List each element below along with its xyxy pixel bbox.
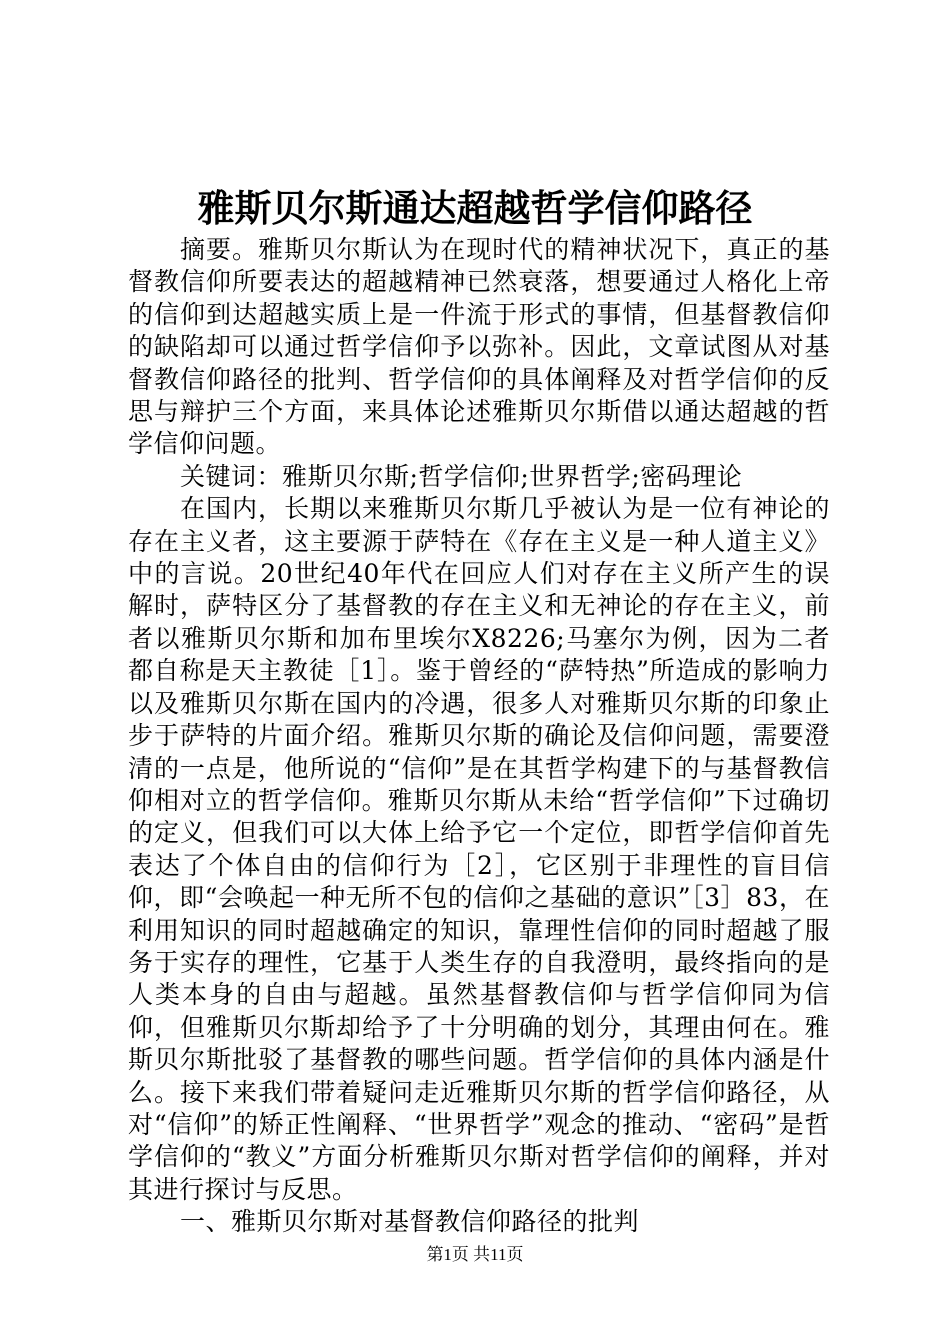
keywords-paragraph: 关键词：雅斯贝尔斯;哲学信仰;世界哲学;密码理论 [180,461,743,491]
abstract-paragraph: 摘要。雅斯贝尔斯认为在现时代的精神状况下，真正的基督教信仰所要表达的超越精神已然衰落，想要通过人格化上帝的信仰到达超越实质上是一件流于形式的事情，但基督教信仰的缺陷却可以通过哲学信仰予以弥补。因此，文章试图从对基督教信仰路径的批判、哲学信仰的具体阐释及对哲学信仰的反思与辩护三个方面，来具体论述雅斯贝尔斯借以通达超越的哲学信仰问题。 [128,235,830,459]
body-paragraph: 在国内，长期以来雅斯贝尔斯几乎被认为是一位有神论的存在主义者，这主要源于萨特在《存在主义是一种人道主义》中的言说。20世纪40年代在回应人们对存在主义所产生的误解时，萨特区分了基督教的存在主义和无神论的存在主义，前者以雅斯贝尔斯和加布里埃尔X8226;马塞尔为例，因为二者都自称是天主教徒［1］。鉴于曾经的“萨特热”所造成的影响力以及雅斯贝尔斯在国内的冷遇，很多人对雅斯贝尔斯的印象止步于萨特的片面介绍。雅斯贝尔斯的确论及信仰问题，需要澄清的一点是，他所说的“信仰”是在其哲学构建下的与基督教信仰相对立的哲学信仰。雅斯贝尔斯从未给“哲学信仰”下过确切的定义，但我们可以大体上给予它一个定位，即哲学信仰首先表达了个体自由的信仰行为［2］，它区别于非理性的盲目信仰，即“会唤起一种无所不包的信仰之基础的意识”［3］83，在利用知识的同时超越确定的知识，靠理性信仰的同时超越了服务于实存的理性，它基于人类生存的自我澄明，最终指向的是人类本身的自由与超越。虽然基督教信仰与哲学信仰同为信仰，但雅斯贝尔斯却给予了十分明确的划分，其理由何在。雅斯贝尔斯批驳了基督教的哪些问题。哲学信仰的具体内涵是什么。接下来我们带着疑问走近雅斯贝尔斯的哲学信仰路径，从对“信仰”的矫正性阐释、“世界哲学”观念的推动、“密码”是哲学信仰的“教义”方面分析雅斯贝尔斯对哲学信仰的阐释，并对其进行探讨与反思。 [128,494,830,1204]
document-body [128,234,830,1239]
section-heading: 一、雅斯贝尔斯对基督教信仰路径的批判 [180,1207,640,1237]
page-footer: 第1页 共11页 [426,1245,524,1264]
document-title: 雅斯贝尔斯通达超越哲学信仰路径 [197,186,753,230]
